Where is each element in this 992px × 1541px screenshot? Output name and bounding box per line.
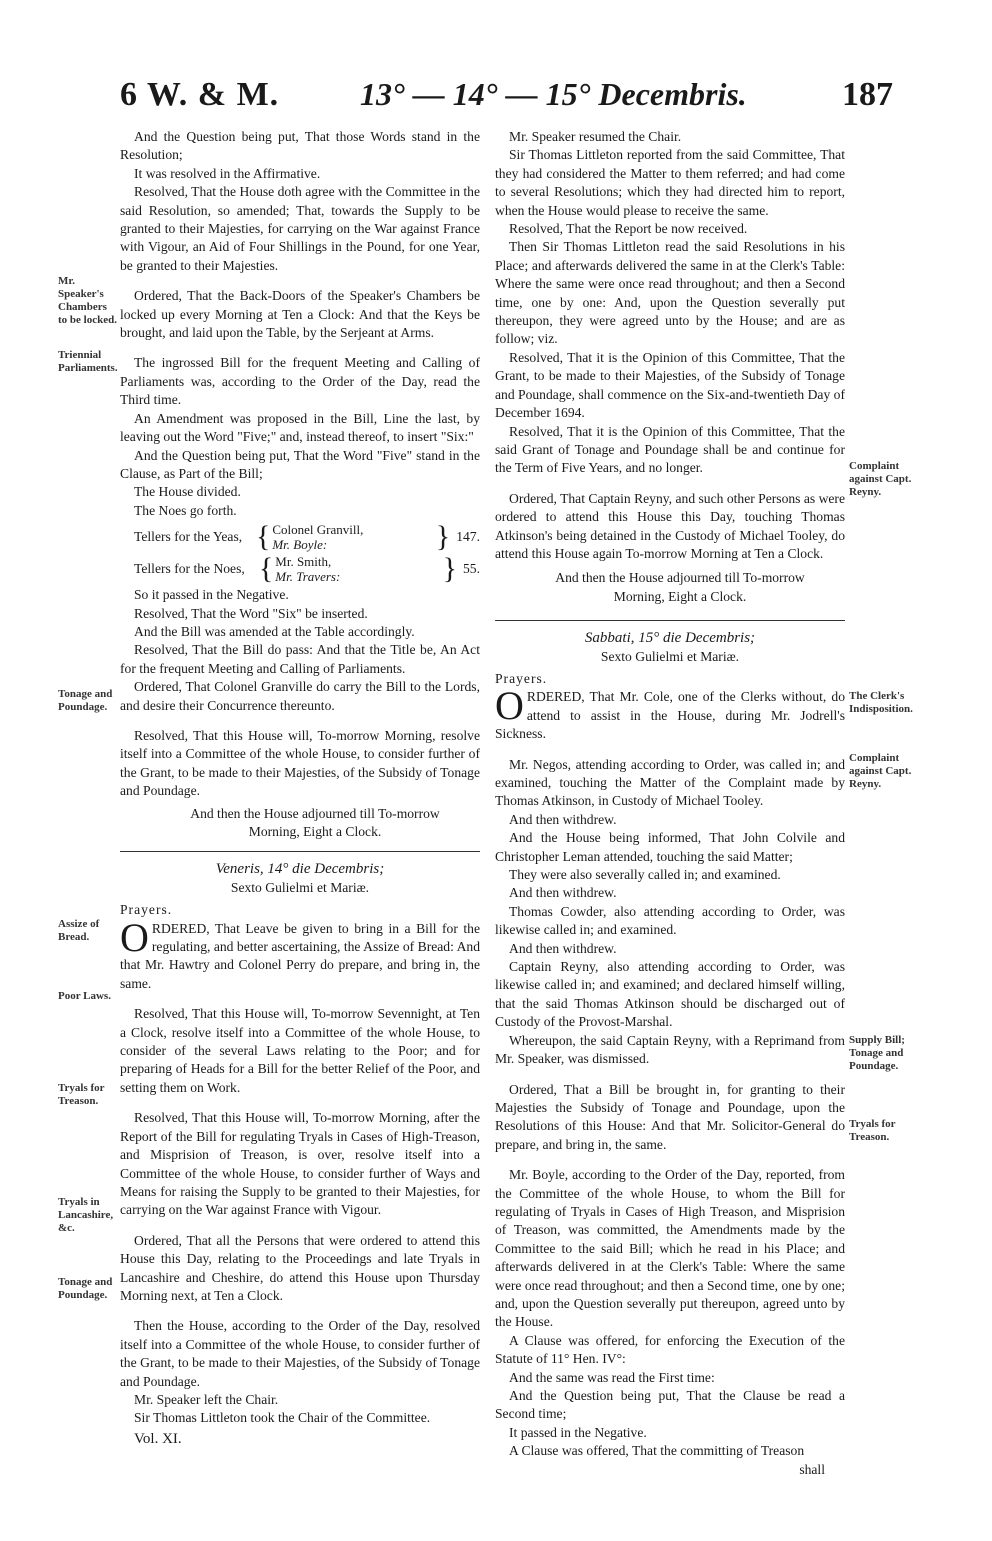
paragraph: And then withdrew. (509, 811, 617, 827)
margin-note: Tryals for Treason. (58, 1082, 105, 1107)
paragraph: Sir Thomas Littleton took the Chair of the Committee. (134, 1410, 431, 1426)
margin-note: Supply Bill; Tonage and Poundage. (849, 1034, 905, 1072)
paragraph: And the Question being put, That the Word "Five" stand in the Clause, as Part of the Bill; (120, 447, 480, 481)
paragraph: ORDERED, That Mr. Cole, one of the Clerks without, do attend to assist in the House, during Mr. Jodrell's Sickness. (495, 683, 845, 742)
teller-name: Mr. Smith, (275, 554, 332, 570)
margin-note: Tryals in Lancashire, &c. (58, 1196, 114, 1234)
tellers-yeas: Tellers for the Yeas, { Colonel Granvill, Mr. Boyle: } 147. (120, 522, 480, 552)
paragraph: Resolved, That this House will, To-morrow Morning, after the Report of the Bill for regulating Tryals in Cases of High-Treason, and Misprision of Treason, is over, resolve itself into a Committee of the whole House, to consider further of Ways and Means for raising the Supply to be granted to their Majesties, for carrying on the War against France with Vigour. (120, 1110, 480, 1218)
margin-note: Tonage and Poundage. (58, 688, 113, 713)
date-heading: 13° — 14° — 15° Decembris. (360, 76, 747, 112)
paragraph: And the Bill was amended at the Table accordingly. (134, 623, 415, 639)
margin-note: Mr. Speaker's Chambers to be locked. (58, 275, 117, 326)
vote-count: 55. (463, 560, 480, 576)
paragraph: Resolved, That the House doth agree with the Committee in the said Resolution, so amended; That, towards the Supply to be granted to their Majesties, for carrying on the War against France with Vigour, an Aid of Four Shillings in the Pound, for one Year, be granted to their Majesties. (120, 184, 480, 273)
paragraph: It passed in the Negative. (509, 1424, 647, 1440)
paragraph: Resolved, That this House will, To-morrow Sevennight, at Ten a Clock, resolve itself into a Committee of the whole House, to consider of the several Laws relating to the Poor; and for preparing of Heads for a Bill for the better Relief of the Poor, and setting them on Work. (120, 1006, 480, 1095)
prayers-label: Prayers. (495, 670, 548, 686)
margin-note: Assize of Bread. (58, 918, 100, 943)
prayers-label: Prayers. (120, 902, 173, 918)
paragraph: The House divided. (134, 484, 241, 500)
paragraph: Whereupon, the said Captain Reyny, with a Reprimand from Mr. Speaker, was dismissed. (495, 1032, 845, 1067)
adjournment: And then the House adjourned till To-morrow Morning, Eight a Clock. (190, 805, 440, 839)
paragraph: Mr. Speaker resumed the Chair. (509, 129, 682, 144)
paragraph: Ordered, That all the Persons that were ordered to attend this House this Day, relating to the Proceedings and late Tryals in Lancashire and Cheshire, do attend this House upon Thursday Morning next, at Ten a Clock. (120, 1232, 480, 1303)
volume-label: Vol. XI. (134, 1430, 182, 1447)
paragraph: The Noes go forth. (134, 502, 237, 518)
section-rule (120, 851, 480, 852)
margin-note: Triennial Parliaments. (58, 349, 118, 374)
paragraph: And then withdrew. (509, 940, 617, 956)
paragraph: Then the House, according to the Order of the Day, resolved itself into a Committee of the whole House, to consider further of the Grant, to be made to their Majesties, of the Subsidy of Tonage and Poundage. (120, 1318, 480, 1389)
paragraph: They were also severally called in; and examined. (509, 867, 781, 883)
right-column (495, 128, 845, 1479)
paragraph: Captain Reyny, also attending according to Order, was likewise called in; and examined; and declared himself willing, that the said Thomas Atkinson should be discharged out of Custody of the Provost-Marshal. (495, 959, 845, 1030)
teller-name: Mr. Travers: (275, 569, 341, 585)
tellers-label: Tellers for the Yeas, (134, 528, 243, 544)
paragraph: A Clause was offered, That the committing of Treason (509, 1443, 805, 1459)
paragraph: Ordered, That the Back-Doors of the Speaker's Chambers be locked up every Morning at Ten a Clock: And that the Keys be brought, and laid upon the Table, by the Serjeant at Arms. (120, 288, 480, 341)
paragraph: Mr. Speaker left the Chair. (134, 1391, 279, 1407)
paragraph: And the House being informed, That John Colvile and Christopher Leman attended, touching the said Matter; (495, 830, 845, 864)
paragraph: Sir Thomas Littleton reported from the said Committee, That they had considered the Matter to them referred; and had come to several Resolutions; which they had directed him to report, when the House would please to receive the same. (495, 147, 845, 218)
adjournment: And then the House adjourned till To-morrow Morning, Eight a Clock. (555, 570, 805, 604)
teller-name: Colonel Granvill, (272, 522, 364, 538)
paragraph: And the Question being put, That the Clause be read a Second time; (495, 1388, 845, 1422)
drop-cap: O (495, 683, 524, 729)
teller-name: Mr. Boyle: (272, 537, 328, 553)
margin-note: Complaint against Capt. Reyny. (849, 460, 912, 498)
paragraph: So it passed in the Negative. (134, 587, 289, 603)
paragraph: Resolved, That the Bill do pass: And that the Title be, An Act for the frequent Meeting and Calling of Parliaments. (120, 642, 480, 676)
paragraph: The ingrossed Bill for the frequent Meeting and Calling of Parliaments was, according to the Order of the Day, read the Third time. (120, 355, 480, 408)
catchword: shall (799, 1461, 825, 1477)
margin-note: Complaint against Capt. Reyny. (849, 752, 912, 790)
left-column (120, 128, 480, 1448)
margin-note: Tonage and Poundage. (58, 1276, 113, 1301)
paragraph: It was resolved in the Affirmative. (134, 165, 321, 181)
day-subheading: Sexto Gulielmi et Mariæ. (230, 879, 370, 895)
paragraph: Mr. Negos, attending according to Order, was called in; and examined, touching the Matter of the Complaint made by Thomas Atkinson, in Custody of Michael Tooley. (495, 756, 845, 809)
margin-note: Tryals for Treason. (849, 1118, 896, 1143)
paragraph: Mr. Boyle, according to the Order of the Day, reported, from the Committee of the whole House, to whom the Bill for regulating of Tryals in Cases of High Treason, and Misprision of Treason, was committed, the Amendments made by the Committee to the said Bill; which he read in his Place; and afterwards delivered in at the Clerk's Table: Where the same were once read throughout; and then a Second time, one by one; and, upon the Question severally put thereupon, agreed unto by the House. (495, 1167, 845, 1330)
tellers-label: Tellers for the Noes, (134, 560, 245, 576)
paragraph: And the same was read the First time: (509, 1369, 715, 1385)
paragraph: A Clause was offered, for enforcing the Execution of the Statute of 11° Hen. IV°: (495, 1332, 845, 1367)
margin-note: Poor Laws. (58, 990, 111, 1002)
vote-count: 147. (456, 528, 480, 544)
paragraph: Resolved, That the Word "Six" be inserted. (134, 605, 368, 621)
paragraph: And then withdrew. (509, 885, 617, 901)
day-heading: Veneris, 14° die Decembris; (215, 861, 385, 878)
paragraph: Resolved, That it is the Opinion of this Committee, That the Grant, to be made to their Majesties, of the Subsidy of Tonage and Poundage, shall commence on the Six-and-twentieth Day of December 1694. (495, 349, 845, 421)
section-rule (495, 620, 845, 621)
drop-cap: O (120, 914, 149, 960)
day-heading: Sabbati, 15° die Decembris; (584, 630, 756, 647)
regnal-year: 6 W. & M. (120, 76, 280, 113)
paragraph: Thomas Cowder, also attending according to Order, was likewise called in; and examined. (495, 903, 845, 938)
page-header (0, 66, 992, 126)
paragraph: Ordered, That Colonel Granville do carry the Bill to the Lords, and desire their Concurrence thereunto. (120, 679, 480, 713)
paragraph: Ordered, That a Bill be brought in, for granting to their Majesties the Subsidy of Tonage and Poundage, upon the Resolutions of this House: And that Mr. Solicitor-General do prepare, and bring in, the same. (495, 1081, 845, 1152)
paragraph: Then Sir Thomas Littleton read the said Resolutions in his Place; and afterwards delivered the same in at the Clerk's Table: Where the same were once read throughout; and then a Second time, one by one: And, upon the Question severally put thereupon, they were agreed unto by the House; and are as follow; viz. (495, 239, 845, 347)
paragraph: Resolved, That this House will, To-morrow Morning, resolve itself into a Committee of the whole House, to consider further of the Grant, to be made to their Majesties, of the Subsidy of Tonage and Poundage. (120, 727, 480, 799)
paragraph: And the Question being put, That those Words stand in the Resolution; (120, 129, 480, 163)
margin-note: The Clerk's Indisposition. (849, 690, 913, 715)
day-subheading: Sexto Gulielmi et Mariæ. (600, 648, 740, 664)
page-number: 187 (842, 76, 893, 113)
paragraph: Resolved, That the Report be now received. (509, 221, 748, 237)
paragraph: Ordered, That Captain Reyny, and such other Persons as were ordered to attend this House this Day, touching Thomas Atkinson's being detained in the Custody of Michael Tooley, do attend this House again To-morrow Morning at Ten a Clock. (495, 490, 845, 561)
paragraph: An Amendment was proposed in the Bill, Line the last, by leaving out the Word "Five;" and, instead thereof, to insert "Six:" (120, 410, 480, 445)
paragraph: ORDERED, That Leave be given to bring in a Bill for the regulating, and better ascertaining, the Assize of Bread: And that Mr. Hawtry and Colonel Perry do prepare, and bring in, the same. (120, 914, 480, 991)
tellers-noes: Tellers for the Noes, { Mr. Smith, Mr. Travers: } 55. (120, 554, 480, 584)
paragraph: Resolved, That it is the Opinion of this Committee, That the said Grant of Tonage and Poundage shall be and continue for the Term of Five Years, and no longer. (495, 423, 845, 476)
